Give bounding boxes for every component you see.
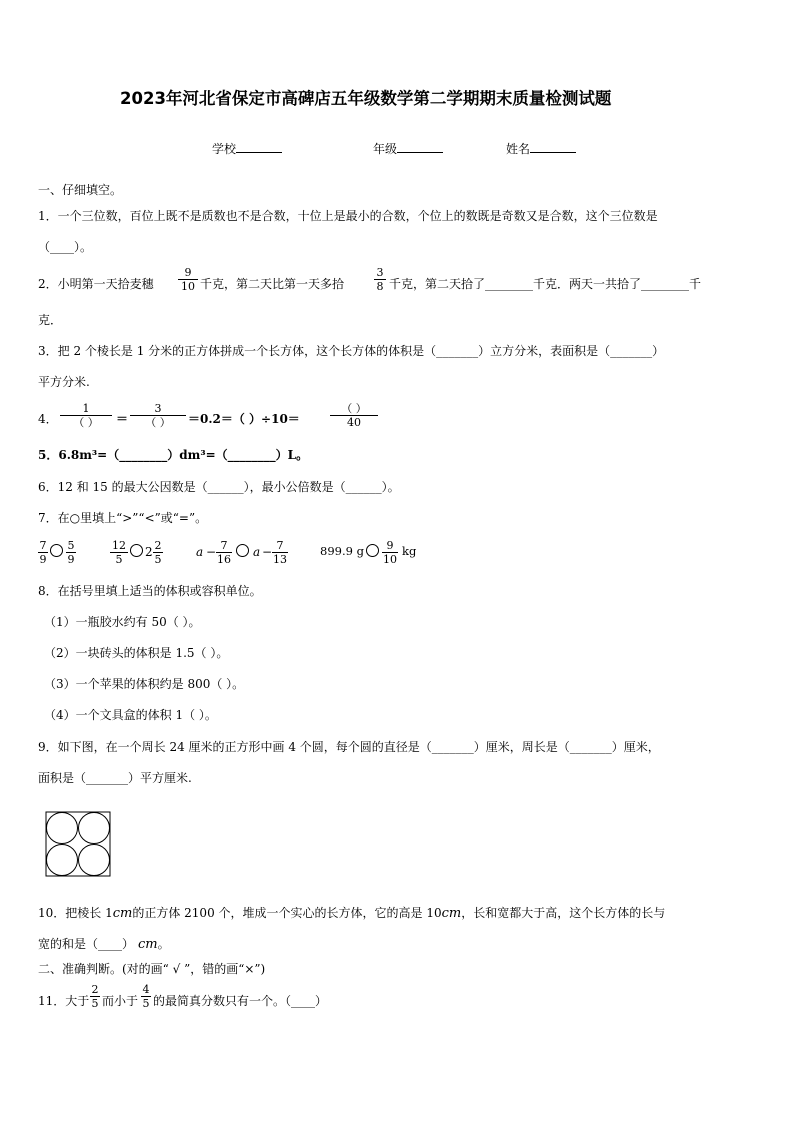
unit-cm: cm (441, 906, 462, 921)
fraction-3-8 (374, 267, 386, 292)
fraction-denominator: 10 (178, 279, 198, 292)
fraction-numerator: 7 (276, 539, 284, 552)
minus-sign: − (262, 545, 273, 559)
question-1-line-2: （____）。 (38, 240, 93, 254)
question-2-part-a: 2．小明第一天拾麦穗 (38, 277, 154, 291)
fraction-blank-40 (330, 403, 378, 428)
question-8-item-3: （3）一个苹果的体积约是 800（ ）。 (44, 677, 245, 691)
question-4-number: 4． (38, 412, 58, 426)
fraction-denominator: 40 (330, 415, 378, 428)
fraction-numerator: 2 (91, 983, 99, 996)
question-10-line-1 (38, 907, 665, 920)
question-1-line-1: 1．一个三位数，百位上既不是质数也不是合数，十位上是最小的合数，个位上的数既是奇数又是合数，这个三位数是 (38, 209, 658, 223)
fraction-denominator: 16 (217, 553, 231, 566)
question-8: 8．在括号里填上适当的体积或容积单位。 (38, 584, 262, 598)
question-8-item-4: （4）一个文具盒的体积 1（ ）。 (44, 708, 217, 722)
fraction-numerator: 3 (376, 266, 384, 279)
question-2-line-2: 克． (38, 313, 63, 327)
mass-value-left: 899.9 g (320, 544, 364, 558)
fraction-7-16 (216, 540, 232, 565)
question-10-part-a: 10．把棱长 1 (38, 906, 113, 920)
fraction-1-blank (60, 403, 112, 428)
question-10-part-b: 的正方体 2100 个，堆成一个实心的长方体，它的高是 10 (132, 906, 442, 920)
fraction-numerator: 1 (82, 402, 90, 415)
compare-circle-3[interactable] (236, 544, 249, 557)
question-10-line-2-text: 宽的和是（____） (38, 937, 135, 951)
compare-circle-1[interactable] (50, 544, 63, 557)
question-2-part-c: 千克，第二天拾了________千克．两天一共拾了________千 (389, 277, 702, 291)
variable-a: a (196, 545, 204, 559)
minus-sign: − (206, 545, 217, 559)
fraction-numerator: 4 (142, 983, 150, 996)
fraction-denominator: 5 (110, 552, 128, 565)
fraction-numerator: 2 (154, 539, 162, 552)
grade-field[interactable] (373, 143, 443, 155)
unit-cm: cm (138, 937, 158, 952)
fraction-denominator: 5 (91, 997, 99, 1010)
question-6: 6．12 和 15 的最大公因数是（______），最小公倍数是（______）。 (38, 480, 400, 494)
square-with-four-circles-figure (45, 811, 111, 877)
mixed-number-whole: 2 (145, 545, 153, 559)
fraction-7-13 (272, 540, 288, 565)
section-1-heading: 一、仔细填空。 (38, 183, 123, 197)
unit-cm: cm (112, 906, 133, 921)
fraction-numerator: 7 (39, 539, 47, 552)
question-7: 7．在○里填上“>”“<”或“=”。 (38, 511, 208, 525)
fraction-denominator: 9 (67, 553, 75, 566)
fraction-2-5 (153, 540, 163, 565)
variable-a: a (253, 545, 261, 559)
fraction-numerator: 9 (386, 539, 394, 552)
grade-label: 年级 (373, 142, 398, 156)
fraction-denominator: 13 (273, 553, 287, 566)
fraction-numerator: 3 (154, 402, 162, 415)
fraction-numerator[interactable]: （ ） (341, 402, 367, 415)
question-5: 5．6.8m³=（________）dm³=（________）L。 (38, 448, 309, 462)
fraction-numerator: 9 (184, 266, 192, 279)
fraction-9-10 (382, 540, 398, 565)
question-11-part-b: 而小于 (102, 994, 139, 1008)
question-3-line-1: 3．把 2 个棱长是 1 分米的正方体拼成一个长方体，这个长方体的体积是（_______）立方分米，表面积是（_______） (38, 344, 665, 358)
page-title: 2023年河北省保定市高碑店五年级数学第二学期期末质量检测试题 (120, 89, 612, 108)
fraction-9-10 (178, 267, 198, 292)
question-8-item-2: （2）一块砖头的体积是 1.5（ ）。 (44, 646, 229, 660)
fraction-numerator: 5 (67, 539, 75, 552)
fraction-denominator: 5 (154, 553, 162, 566)
compare-circle-2[interactable] (130, 544, 143, 557)
question-8-item-1: （1）一瓶胶水约有 50（ ）。 (44, 615, 201, 629)
fraction-denominator[interactable]: （ ） (60, 415, 112, 428)
question-11-part-c: 的最简真分数只有一个。（____） (153, 994, 328, 1008)
unit-kg: kg (402, 544, 417, 558)
fraction-numerator: 7 (220, 539, 228, 552)
fraction-denominator: 8 (374, 279, 386, 292)
question-2-part-b: 千克，第二天比第一天多拾 (200, 277, 345, 291)
section-2-heading: 二、准确判断。(对的画“ √ ”，错的画“×”) (38, 962, 266, 976)
fraction-7-9 (38, 540, 48, 565)
period: 。 (157, 937, 170, 951)
fraction-denominator: 5 (142, 997, 150, 1010)
question-9-line-1: 9．如下图，在一个周长 24 厘米的正方形中画 4 个圆，每个圆的直径是（_______）厘米，周长是（_______）厘米， (38, 740, 660, 754)
fraction-numerator: 12 (112, 539, 126, 552)
fraction-5-9 (66, 540, 76, 565)
question-10-part-c: ，长和宽都大于高，这个长方体的长与 (461, 906, 666, 920)
school-field[interactable] (212, 143, 282, 155)
fraction-2-5 (90, 984, 100, 1009)
fraction-4-5 (141, 984, 151, 1009)
fraction-3-blank (130, 403, 186, 428)
equals-sign: ＝ (116, 412, 129, 426)
question-4-middle: ＝0.2＝（ ）÷10＝ (188, 412, 300, 426)
compare-circle-4[interactable] (366, 544, 379, 557)
fraction-denominator: 9 (39, 553, 47, 566)
fraction-12-5 (110, 540, 128, 565)
name-label: 姓名 (506, 142, 531, 156)
name-field[interactable] (506, 143, 576, 155)
question-3-line-2: 平方分米. (38, 375, 90, 389)
fraction-denominator: 10 (383, 553, 397, 566)
question-11-part-a: 11．大于 (38, 994, 90, 1008)
question-9-line-2: 面积是（_______）平方厘米. (38, 771, 192, 785)
school-label: 学校 (212, 142, 237, 156)
fraction-denominator[interactable]: （ ） (130, 415, 186, 428)
question-10-line-2 (38, 938, 170, 951)
